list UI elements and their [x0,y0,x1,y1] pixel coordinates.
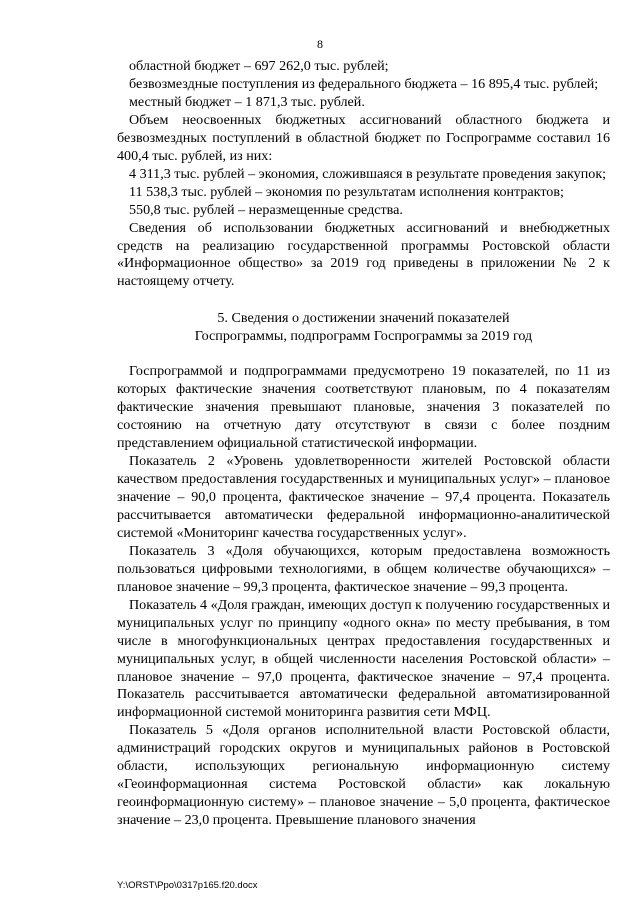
paragraph-savings: 4 311,3 тыс. рублей – экономия, сложившаяся в результате проведения закупок; [129,165,607,182]
paragraph-indicator-4: Показатель 4 «Доля граждан, имеющих доступ к получению государственных и муниципальных услуг по принципу «одного окна» по месту пребывания, в том числе в многофункциональных центрах предоставления государственных и муниципальных услуг, в общей численности населения Ростовской области» – плановое значение – 97,0 процента, фактическое значение – 97,4 процента. Показатель рассчитывается автоматически федеральной автоматизированной информационной системой мониторинга развития сети МФЦ. [117,596,610,721]
paragraph-indicator-2: Показатель 2 «Уровень удовлетворенности жителей Ростовской области качеством предоставления государственных и муниципальных услуг» – плановое значение – 90,0 процента, фактическое значение – 97,4 процента. Показатель рассчитывается автоматически федеральной информационно-аналитической системой «Мониторинг качества государственных услуг». [117,453,610,541]
section-heading-line2: Госпрограммы, подпрограмм Госпрограммы за 2019 год [194,328,533,345]
budget-local-line: местный бюджет – 1 871,3 тыс. рублей. [129,93,365,110]
paragraph-indicator-5: Показатель 5 «Доля органов исполнительной власти Ростовской области, администраций городских округов и муниципальных районов в Ростовской области, использующих региональную информационную систему «Геоинформационная система Ростовской области» как локальную геоинформационную систему» – плановое значение – 5,0 процента, фактическое значение – 23,0 процента. Превышение планового значения [117,722,610,829]
document-body [117,58,610,830]
footer-file-path: Y:\ORST\Ppo\0317p165.f20.docx [117,880,258,891]
paragraph-unspent: Объем неосвоенных бюджетных ассигнований областного бюджета и безвозмездных поступлений в областной бюджет по Госпрограмме составил 16 400,4 тыс. рублей, из них: [117,111,610,164]
paragraph-indicator-3: Показатель 3 «Доля обучающихся, которым предоставлена возможность пользоваться цифровыми технологиями, в общем количестве обучающихся» – плановое значение – 99,3 процента, фактическое значение – 99,3 процента. [117,542,610,595]
paragraph-appendix: Сведения об использовании бюджетных ассигнований и внебюджетных средств на реализацию государственной программы Ростовской области «Информационное общество» за 2019 год приведены в приложении № 2 к настоящему отчету. [117,219,610,290]
contracts-savings-line: 11 538,3 тыс. рублей – экономия по результатам исполнения контрактов; [129,183,564,200]
budget-federal-line: безвозмездные поступления из федерального бюджета – 16 895,4 тыс. рублей; [129,75,599,92]
page-number: 8 [317,37,323,51]
paragraph-indicators: Госпрограммой и подпрограммами предусмотрено 19 показателей, по 11 из которых фактические значения соответствуют плановым, по 4 показателям фактические значения превышают плановые, значения 3 показателей по состоянию на отчетную дату отсутствуют в связи с более поздним представлением официальной статистической информации. [117,363,610,452]
budget-regional-line: областной бюджет – 697 262,0 тыс. рублей; [129,58,389,74]
section-heading-line1: 5. Сведения о достижении значений показателей [217,310,510,327]
unplaced-funds-line: 550,8 тыс. рублей – неразмещенные средства. [129,201,403,218]
